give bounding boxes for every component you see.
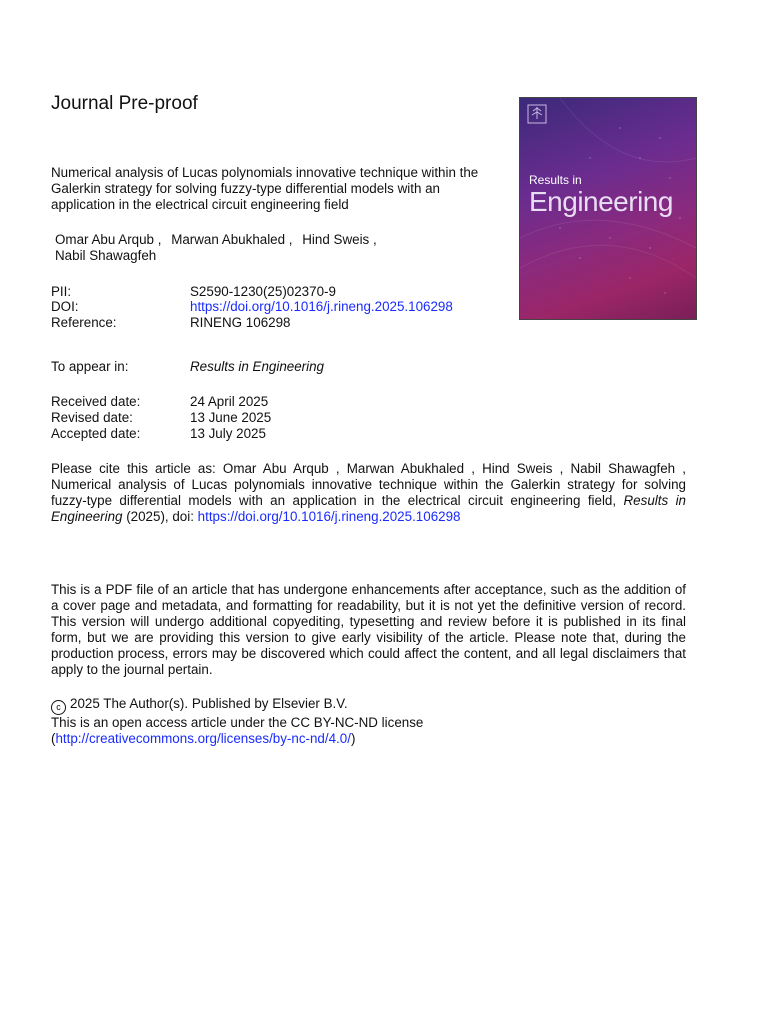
citation-paragraph bbox=[51, 461, 686, 525]
pii-label: PII: bbox=[51, 284, 72, 299]
received-date: 24 April 2025 bbox=[190, 394, 269, 409]
reference-value: RINENG 106298 bbox=[190, 315, 291, 330]
doi-link[interactable]: https://doi.org/10.1016/j.rineng.2025.106298 bbox=[190, 299, 453, 314]
citation-text: Please cite this article as: Omar Abu Arqub , Marwan Abukhaled , Hind Sweis , Nabil Shawagfeh , Numerical analysis of Lucas polynomials innovative technique within the Galerkin strategy for solving fuzzy-type differential models with an application in the electrical circuit engineering field, bbox=[51, 461, 686, 508]
license-statement: This is an open access article under the CC BY-NC-ND license bbox=[51, 715, 424, 730]
copyright-icon: c bbox=[51, 700, 66, 715]
citation-doi-link[interactable]: https://doi.org/10.1016/j.rineng.2025.106298 bbox=[197, 509, 461, 524]
citation-middle: (2025), doi: bbox=[122, 509, 198, 524]
paren-close: ) bbox=[350, 731, 356, 746]
cover-subtitle: Results in bbox=[529, 173, 582, 187]
journal-cover-image bbox=[519, 97, 697, 320]
journal-header: Journal Pre-proof bbox=[51, 93, 198, 114]
disclaimer-paragraph: This is a PDF file of an article that has undergone enhancements after acceptance, such as the addition of a cover page and metadata, and formatting for readability, but it is not yet the definitive version of record. This version will undergo additional copyediting, typesetting and review before it is published in its final form, but we are providing this version to give early visibility of the article. Please note that, during the production process, errors may be discovered which could affect the content, and all legal disclaimers that apply to the journal pertain. bbox=[51, 582, 686, 677]
author-name: Nabil Shawagfeh bbox=[55, 248, 157, 263]
license-block bbox=[51, 696, 686, 747]
appear-label: To appear in: bbox=[51, 359, 129, 374]
accepted-label: Accepted date: bbox=[51, 426, 141, 441]
paren-open: ( bbox=[51, 731, 56, 746]
received-label: Received date: bbox=[51, 394, 141, 409]
copyright-line bbox=[51, 696, 686, 715]
license-link[interactable]: http://creativecommons.org/licenses/by-nc-nd/4.0/ bbox=[55, 731, 351, 746]
revised-label: Revised date: bbox=[51, 410, 133, 425]
author-name: Marwan Abukhaled , bbox=[171, 232, 293, 247]
doi-label: DOI: bbox=[51, 299, 79, 314]
revised-date: 13 June 2025 bbox=[190, 410, 272, 425]
cover-title: Engineering bbox=[529, 186, 673, 217]
accepted-date: 13 July 2025 bbox=[190, 426, 266, 441]
author-name: Omar Abu Arqub , bbox=[55, 232, 162, 247]
journal-name: Results in Engineering bbox=[190, 359, 324, 374]
reference-label: Reference: bbox=[51, 315, 117, 330]
author-name: Hind Sweis , bbox=[302, 232, 377, 247]
license-url-line bbox=[51, 731, 686, 747]
author-list bbox=[55, 232, 475, 264]
pii-value: S2590-1230(25)02370-9 bbox=[190, 284, 336, 299]
article-title: Numerical analysis of Lucas polynomials innovative technique within the Galerkin strategy for solving fuzzy-type differential models with an application in the electrical circuit engineering field bbox=[51, 165, 479, 212]
citation-journal: Results in Engineering bbox=[51, 493, 687, 524]
copyright-text: 2025 The Author(s). Published by Elsevier B.V. bbox=[70, 696, 348, 711]
